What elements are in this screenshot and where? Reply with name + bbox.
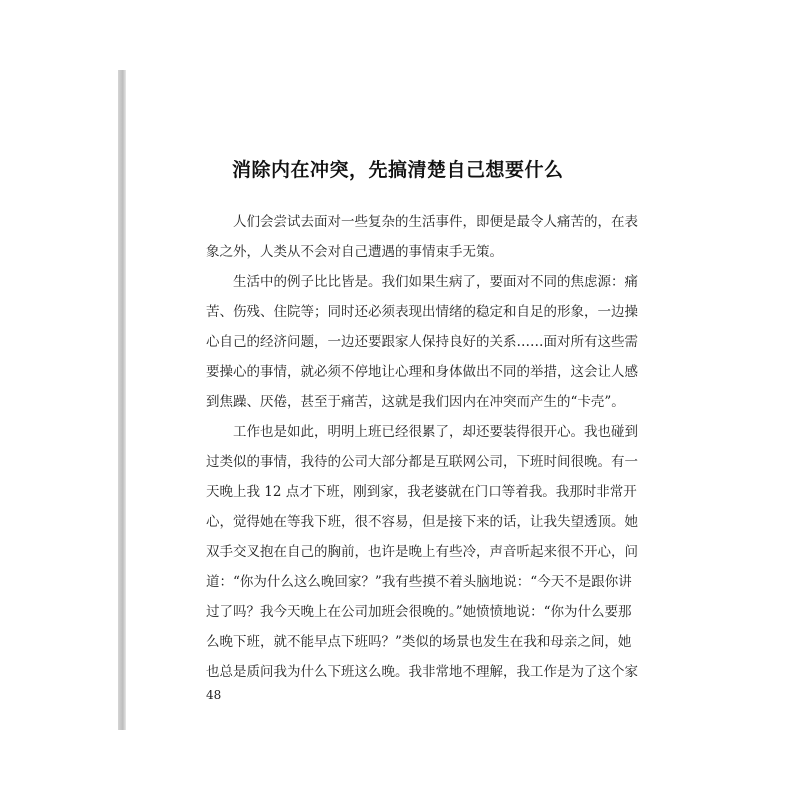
text-line: 工作也是如此，明明上班已经很累了，却还要装得很开心。我也碰到 — [233, 424, 638, 440]
body-text — [206, 207, 638, 687]
text-line: 心自己的经济问题，一边还要跟家人保持良好的关系……面对所有这些需 — [206, 334, 638, 350]
paragraph-1 — [206, 207, 638, 267]
text-line: 象之外，人类从不会对自己遭遇的事情束手无策。 — [206, 244, 503, 260]
text-line: 心，觉得她在等我下班，很不容易，但是接下来的话，让我失望透顶。她 — [206, 514, 638, 530]
text-line: 到焦躁、厌倦，甚至于痛苦，这就是我们因内在冲突而产生的“卡壳”。 — [206, 394, 625, 410]
text-line: 要操心的事情，就必须不停地让心理和身体做出不同的举措，这会让人感 — [206, 364, 638, 380]
text-line: 生活中的例子比比皆是。我们如果生病了，要面对不同的焦虑源：痛 — [233, 274, 638, 290]
paragraph-3 — [206, 417, 638, 687]
text-line: 道：“你为什么这么晚回家？”我有些摸不着头脑地说：“今天不是跟你讲 — [206, 574, 632, 590]
text-line: 双手交叉抱在自己的胸前，也许是晚上有些冷，声音听起来很不开心，问 — [206, 544, 638, 560]
text-line: 天晚上我 12 点才下班，刚到家，我老婆就在门口等着我。我那时非常开 — [206, 484, 637, 500]
text-line: 么晚下班，就不能早点下班吗？”类似的场景也发生在我和母亲之间，她 — [206, 634, 632, 650]
text-line: 过了吗？我今天晚上在公司加班会很晚的。”她愤愤地说：“你为什么要那 — [206, 604, 632, 620]
paragraph-2 — [206, 267, 638, 417]
text-line: 也总是质问我为什么下班这么晚。我非常地不理解，我工作是为了这个家 — [206, 664, 638, 680]
chapter-title: 消除内在冲突，先搞清楚自己想要什么 — [232, 158, 564, 181]
text-line: 人们会尝试去面对一些复杂的生活事件，即便是最令人痛苦的，在表 — [233, 214, 638, 230]
book-page — [126, 70, 686, 730]
book-spine-shadow — [118, 70, 126, 730]
text-line: 过类似的事情，我待的公司大部分都是互联网公司，下班时间很晚。有一 — [206, 454, 638, 470]
text-line: 苦、伤残、住院等；同时还必须表现出情绪的稳定和自足的形象，一边操 — [206, 304, 638, 320]
page-number: 48 — [206, 688, 222, 702]
